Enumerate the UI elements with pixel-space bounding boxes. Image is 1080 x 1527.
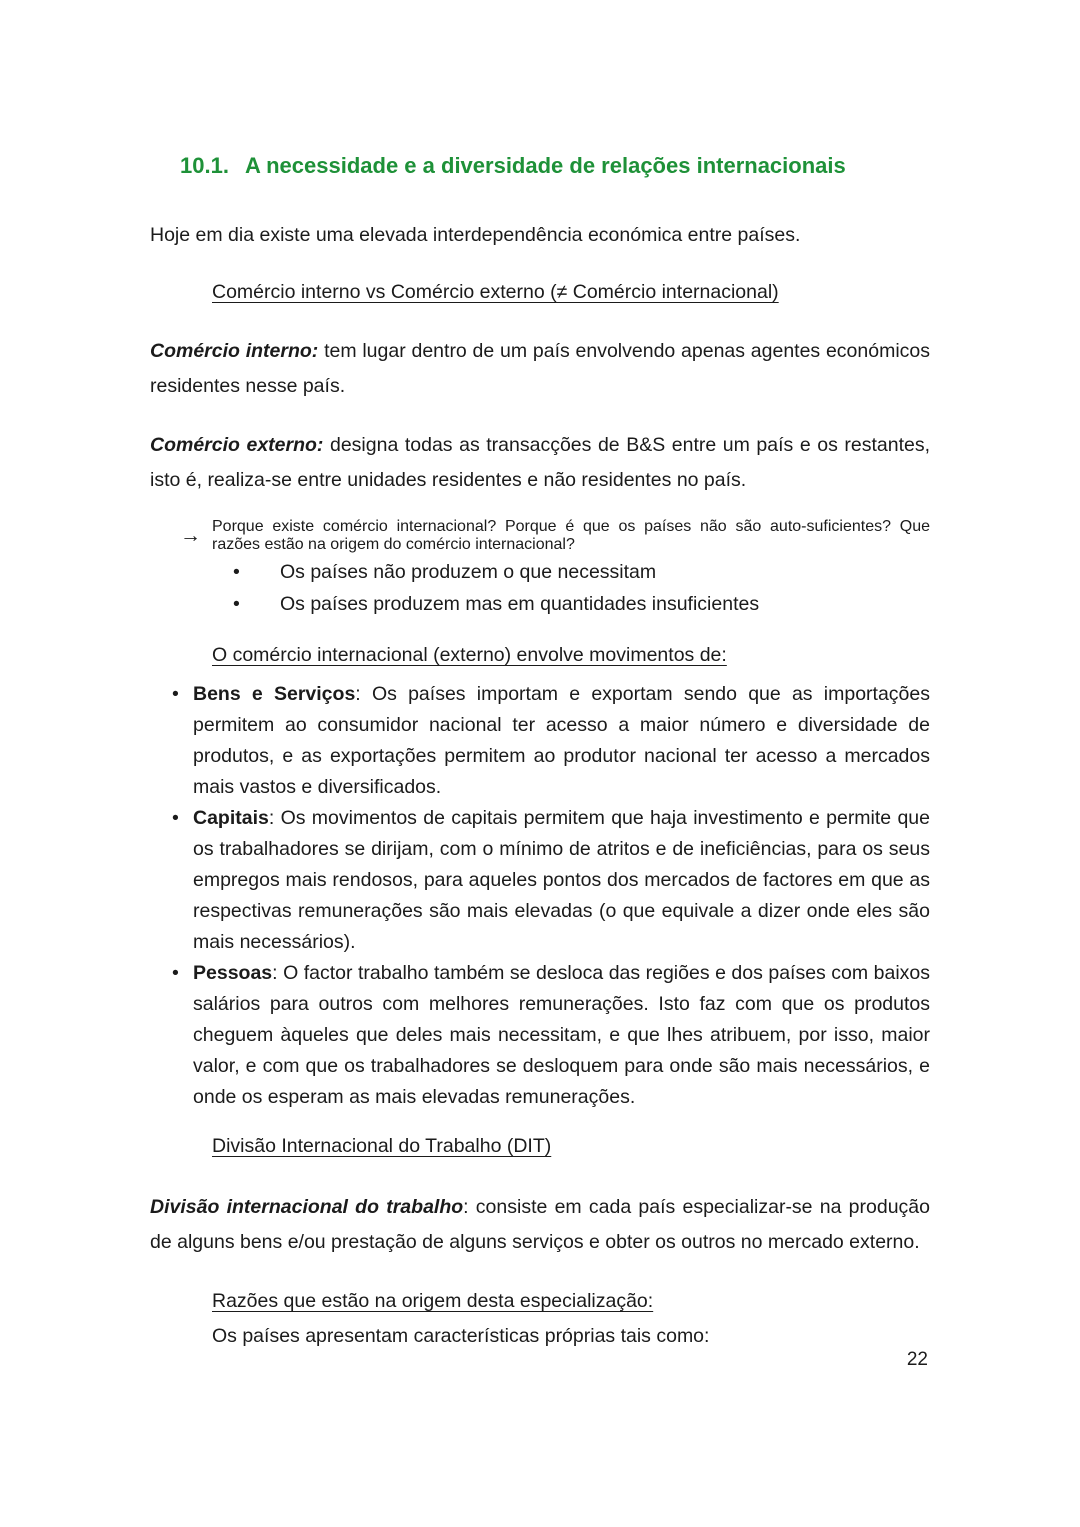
definition-comercio-externo	[150, 428, 930, 498]
question-text: Porque existe comércio internacional? Porque é que os países não são auto-suficientes? Que razões estão na origem do comércio internacional?	[212, 518, 930, 553]
section-title: A necessidade e a diversidade de relações internacionais	[244, 153, 846, 178]
subheading-movimentos: O comércio internacional (externo) envolve movimentos de:	[212, 644, 727, 666]
list-item-text: : Os países importam e exportam sendo que as importações permitem ao consumidor nacional ter acesso a maior número e diversidade de produtos, e as exportações permitem ao produtor nacional ter acesso a mercados mais vastos e diversificados.	[193, 683, 930, 798]
list-item	[150, 958, 930, 1113]
definition-comercio-interno	[150, 334, 930, 404]
closing-paragraph: Os países apresentam características próprias tais como:	[212, 1325, 710, 1347]
arrow-icon: →	[180, 524, 201, 547]
bullet-icon: •	[233, 593, 240, 615]
definition-text: tem lugar dentro de um país envolvendo apenas agentes económicos residentes nesse país.	[150, 340, 930, 397]
subheading-dit: Divisão Internacional do Trabalho (DIT)	[212, 1135, 552, 1157]
bullet-icon: •	[233, 561, 240, 583]
term-pessoas: Pessoas	[193, 962, 273, 984]
term-comercio-interno: Comércio interno:	[150, 340, 319, 362]
list-item-text: Os países não produzem o que necessitam	[280, 561, 657, 583]
movements-list	[150, 679, 930, 1113]
subheading-razoes: Razões que estão na origem desta especialização:	[212, 1290, 654, 1312]
term-divisao-internacional-trabalho: Divisão internacional do trabalho	[150, 1196, 464, 1218]
section-number: 10.1.	[180, 153, 229, 178]
list-item	[150, 679, 930, 803]
term-capitais: Capitais	[193, 807, 269, 829]
list-item-text: : Os movimentos de capitais permitem que haja investimento e permite que os trabalhadores se dirijam, com o mínimo de atritos e de ineficiências, para os seus empregos mais rendosos, para aqueles pontos dos mercados de factores em que as respectivas remunerações são mais elevadas (o que equivale a dizer onde eles são mais necessários).	[193, 807, 930, 953]
list-item-text: Os países produzem mas em quantidades insuficientes	[280, 593, 760, 615]
bullet-icon: •	[172, 962, 179, 984]
list-item	[150, 803, 930, 958]
bullet-icon: •	[172, 807, 179, 829]
list-item	[150, 556, 930, 588]
list-item-text: : O factor trabalho também se desloca das regiões e dos países com baixos salários para outros com melhores remunerações. Isto faz com que os produtos cheguem àqueles que deles mais necessitam, e que lhes atribuem, por isso, maior valor, e com que os trabalhadores se desloquem para onde são mais necessários, e onde os esperam as mais elevadas remunerações.	[193, 962, 930, 1108]
intro-paragraph: Hoje em dia existe uma elevada interdependência económica entre países.	[150, 224, 801, 246]
definition-dit	[150, 1190, 930, 1260]
definition-text: : consiste em cada país especializar-se na produção de alguns bens e/ou prestação de alguns serviços e obter os outros no mercado externo.	[150, 1196, 930, 1253]
bullet-icon: •	[172, 683, 179, 705]
question-block	[150, 518, 930, 554]
definition-text: designa todas as transacções de B&S entre um país e os restantes, isto é, realiza-se entre unidades residentes e não residentes no país.	[150, 434, 931, 491]
term-bens-e-servicos: Bens e Serviços	[193, 683, 356, 705]
term-comercio-externo: Comércio externo:	[150, 434, 324, 456]
subheading-comercio-interno-vs-externo: Comércio interno vs Comércio externo (≠ Comércio internacional)	[212, 281, 779, 303]
question-bullet-list	[150, 556, 930, 620]
section-heading	[180, 152, 930, 180]
page-number: 22	[906, 1349, 928, 1370]
list-item	[150, 588, 930, 620]
